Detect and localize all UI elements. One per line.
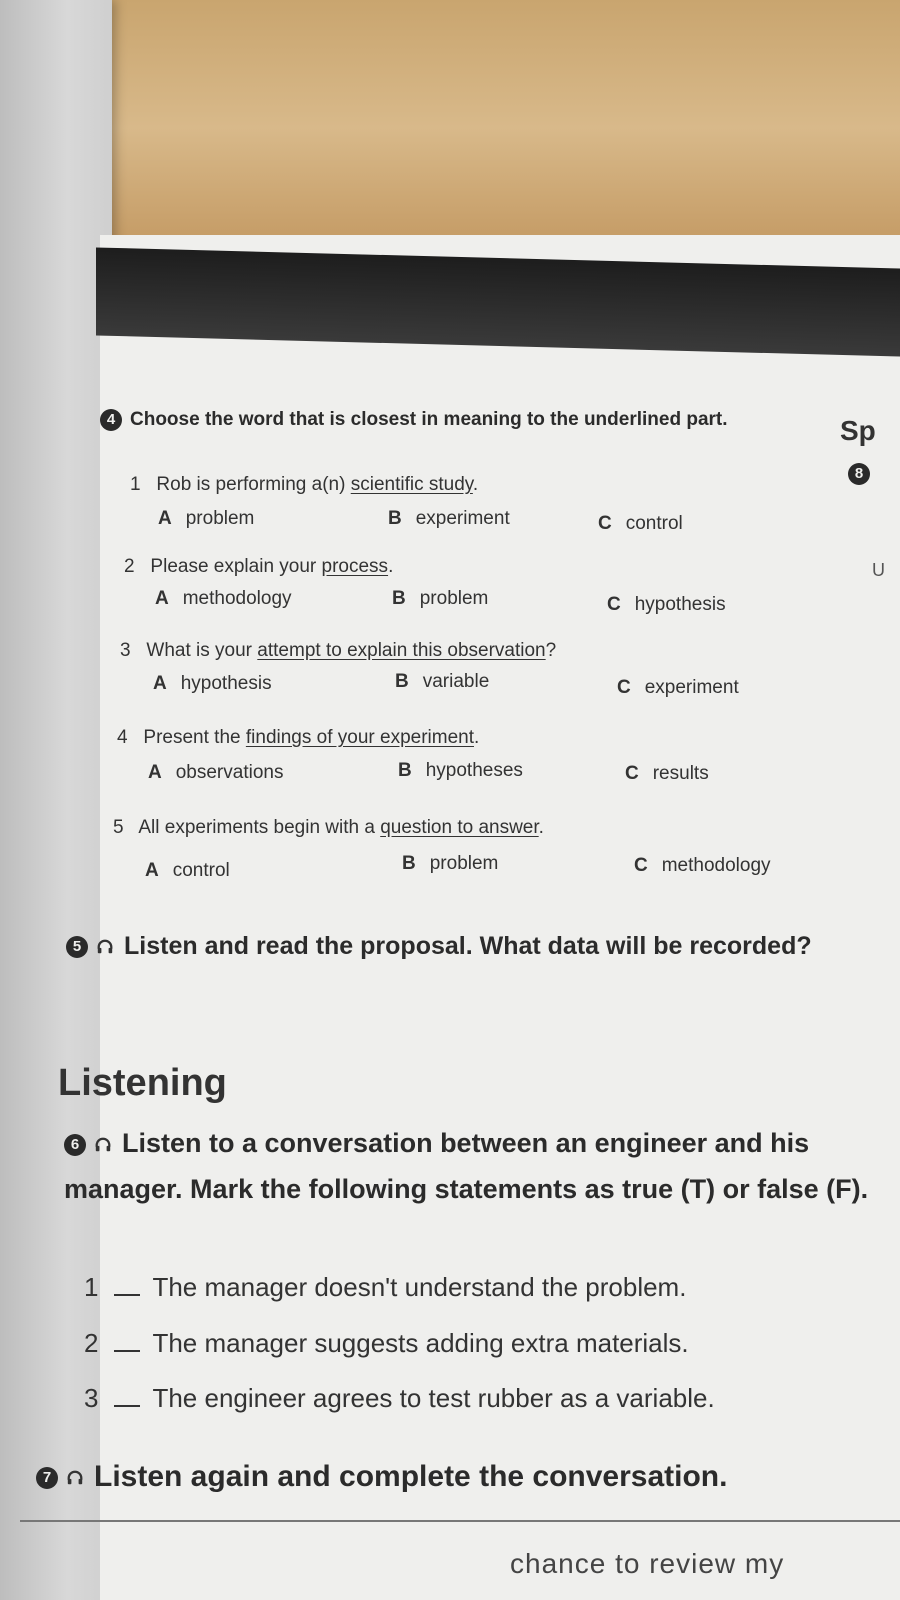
exercise-5-number: 5 [66, 936, 88, 958]
headphones-icon [94, 1136, 112, 1154]
statement-1: 1 The manager doesn't understand the problem. [84, 1272, 687, 1302]
side-letter: U [872, 560, 885, 580]
underlined-phrase: scientific study [350, 474, 473, 495]
answer-blank[interactable] [114, 1405, 140, 1407]
footer-text-fragment: chance to review my [510, 1548, 785, 1579]
question-1: 1 Rob is performing a(n) scientific study. [130, 474, 479, 495]
option-c[interactable]: C results [625, 763, 709, 784]
option-b[interactable]: B experiment [388, 508, 510, 529]
option-c[interactable]: C control [598, 513, 683, 534]
headphones-icon [96, 938, 114, 956]
divider [20, 1520, 900, 1522]
side-heading: Sp [840, 415, 876, 446]
option-c[interactable]: C experiment [617, 677, 739, 698]
underlined-phrase: question to answer [380, 817, 539, 838]
exercise-4-number: 4 [100, 409, 122, 431]
answer-blank[interactable] [114, 1350, 140, 1352]
option-a[interactable]: A problem [158, 508, 255, 529]
headphones-icon [66, 1469, 84, 1487]
exercise-4-instruction: 4 Choose the word that is closest in meaning to the underlined part. [100, 408, 740, 432]
question-4: 4 Present the findings of your experiment. [117, 727, 480, 748]
question-3: 3 What is your attempt to explain this observation? [120, 640, 557, 661]
option-b[interactable]: B problem [402, 853, 499, 874]
exercise-7-instruction: 7 Listen again and complete the conversation. [36, 1460, 876, 1494]
option-a[interactable]: A methodology [155, 588, 292, 609]
option-b[interactable]: B hypotheses [398, 760, 523, 781]
side-exercise-number: 8 [848, 463, 878, 485]
option-a[interactable]: A hypothesis [153, 673, 272, 694]
exercise-6-instruction: 6 Listen to a conversation between an engineer and his manager. Mark the following statements as true (T) or false (F). [64, 1128, 869, 1204]
statement-2: 2 The manager suggests adding extra materials. [84, 1328, 689, 1358]
exercise-7-number: 7 [36, 1467, 58, 1489]
statement-3: 3 The engineer agrees to test rubber as a variable. [84, 1383, 715, 1413]
option-a[interactable]: A observations [148, 762, 284, 783]
option-c[interactable]: C hypothesis [607, 594, 726, 615]
underlined-phrase: process [321, 556, 389, 577]
option-b[interactable]: B problem [392, 588, 489, 609]
question-2: 2 Please explain your process. [124, 556, 394, 577]
option-c[interactable]: C methodology [634, 855, 771, 876]
answer-blank[interactable] [114, 1294, 140, 1296]
listening-heading: Listening [58, 1062, 227, 1104]
option-b[interactable]: B variable [395, 671, 490, 692]
exercise-5-instruction: 5 Listen and read the proposal. What data will be recorded? [66, 925, 836, 967]
underlined-phrase: attempt to explain this observation [257, 640, 546, 661]
option-a[interactable]: A control [145, 860, 230, 881]
underlined-phrase: findings of your experiment [245, 727, 474, 748]
question-5: 5 All experiments begin with a question to answer. [113, 817, 544, 838]
exercise-6-number: 6 [64, 1134, 86, 1156]
